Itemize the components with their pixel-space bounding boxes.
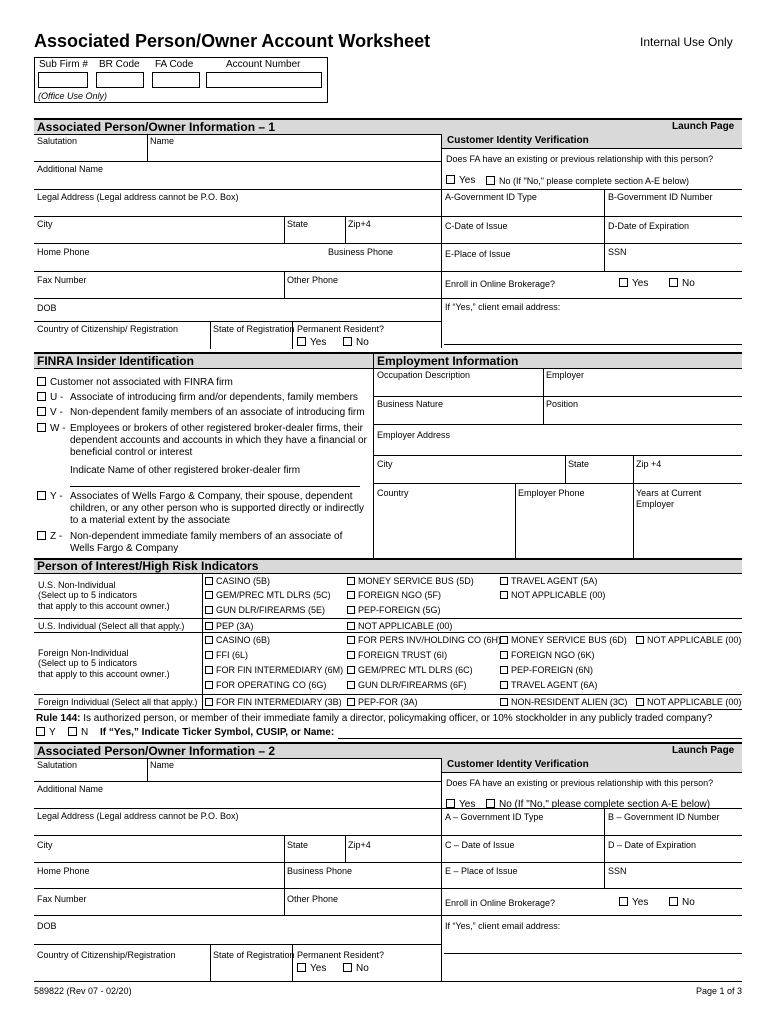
section2-title: Associated Person/Owner Information – 2	[37, 744, 276, 758]
rule144-n[interactable]: N	[68, 727, 88, 739]
checkbox-icon	[297, 337, 306, 346]
page-title: Associated Person/Owner Account Worksheet	[34, 31, 431, 51]
poi-fni-opt[interactable]: FOR FIN INTERMEDIARY (6M)	[205, 665, 343, 676]
launch-page-link-1[interactable]: Launch Page	[672, 121, 735, 132]
checkbox-icon	[347, 666, 355, 674]
s1-home-phone-label: Home Phone	[37, 247, 90, 257]
s2-business-phone-label: Business Phone	[287, 866, 353, 876]
poi-fi-opt[interactable]: NOT APPLICABLE (00)	[636, 697, 741, 708]
checkbox-icon	[205, 622, 213, 630]
poi-fni-label-3: that apply to this account owner.)	[38, 669, 170, 679]
checkbox-icon	[347, 577, 355, 585]
footer-form-code: 589822 (Rev 07 - 02/20)	[34, 986, 132, 996]
finra-item-v[interactable]: V -	[37, 407, 63, 419]
checkbox-icon	[619, 897, 628, 906]
poi-fni-opt[interactable]: FOR PERS INV/HOLDING CO (6H)	[347, 635, 501, 646]
s2-name-label: Name	[150, 760, 175, 770]
section1-title: Associated Person/Owner Information – 1	[37, 120, 276, 134]
poi-fni-label-2: (Select up to 5 indicators	[38, 658, 138, 668]
emp-occupation-label: Occupation Description	[377, 370, 471, 380]
s1-perm-res-no[interactable]: No	[343, 337, 369, 349]
s1-state-reg-label: State of Registration	[213, 324, 295, 334]
s2-city-label: City	[37, 840, 53, 850]
poi-fni-opt[interactable]: CASINO (6B)	[205, 635, 270, 646]
s1-perm-res-label: Permanent Resident?	[297, 324, 385, 334]
civ2-title: Customer Identity Verification	[447, 759, 589, 770]
s1-perm-res-yes[interactable]: Yes	[297, 337, 326, 349]
checkbox-icon	[347, 681, 355, 689]
civ2-d-label: D – Date of Expiration	[608, 840, 697, 850]
s1-zip-label: Zip+4	[348, 219, 371, 229]
launch-page-link-2[interactable]: Launch Page	[672, 745, 735, 756]
emp-years-label-1: Years at Current	[636, 488, 702, 498]
emp-phone-label: Employer Phone	[518, 488, 585, 498]
checkbox-icon	[37, 392, 46, 401]
poi-usni-opt[interactable]: CASINO (5B)	[205, 576, 270, 587]
checkbox-icon	[500, 591, 508, 599]
emp-years-label-2: Employer	[636, 499, 675, 509]
s2-country-label: Country of Citizenship/Registration	[37, 950, 176, 960]
s2-fax-label: Fax Number	[37, 894, 87, 904]
civ2-ssn-label: SSN	[608, 866, 627, 876]
office-use-note: (Office Use Only)	[38, 91, 108, 101]
finra-y-text1: Associates of Wells Fargo & Company, their spouse, dependent	[70, 491, 353, 502]
finra-title: FINRA Insider Identification	[37, 354, 194, 368]
s1-salutation-label: Salutation	[37, 136, 78, 146]
poi-fi-opt[interactable]: NON-RESIDENT ALIEN (3C)	[500, 697, 627, 708]
poi-usni-opt[interactable]: GUN DLR/FIREARMS (5E)	[205, 605, 325, 616]
poi-usi-opt[interactable]: PEP (3A)	[205, 621, 253, 632]
emp-position-label: Position	[546, 399, 579, 409]
checkbox-icon	[297, 963, 306, 972]
checkbox-icon	[347, 606, 355, 614]
checkbox-icon	[205, 606, 213, 614]
checkbox-icon	[205, 666, 213, 674]
checkbox-icon	[205, 577, 213, 585]
checkbox-icon	[500, 636, 508, 644]
finra-w-text2: dependent accounts and accounts in which they have a financial or	[70, 435, 367, 446]
checkbox-icon	[37, 407, 46, 416]
poi-usni-opt[interactable]: MONEY SERVICE BUS (5D)	[347, 576, 474, 587]
emp-zip-label: Zip +4	[636, 459, 662, 469]
civ2-email-label: If “Yes,” client email address:	[445, 921, 561, 931]
civ1-a-label: A-Government ID Type	[445, 192, 537, 202]
s2-zip-label: Zip+4	[348, 840, 371, 850]
s1-additional-name-label: Additional Name	[37, 164, 104, 174]
fa-code-input[interactable]	[152, 72, 200, 88]
s2-additional-name-label: Additional Name	[37, 784, 104, 794]
poi-fni-opt[interactable]: TRAVEL AGENT (6A)	[500, 680, 597, 691]
poi-usi-label: U.S. Individual (Select all that apply.)	[38, 621, 185, 631]
civ1-enroll-label: Enroll in Online Brokerage?	[445, 279, 556, 289]
finra-w-text3: beneficial control or interest	[70, 447, 193, 458]
finra-w-text1: Employees or brokers of other registered broker-dealer firms, their	[70, 423, 363, 434]
rule144-ticker-line[interactable]	[338, 738, 742, 739]
checkbox-icon	[500, 698, 508, 706]
emp-employer-label: Employer	[546, 370, 585, 380]
footer-page-number: Page 1 of 3	[696, 986, 743, 996]
checkbox-icon	[36, 727, 45, 736]
s1-legal-address-label: Legal Address (Legal address cannot be P.O. Box)	[37, 192, 239, 202]
checkbox-icon	[347, 636, 355, 644]
finra-y-text3: to a material extent by the associate	[70, 515, 231, 526]
s2-salutation-label: Salutation	[37, 760, 78, 770]
s2-state-reg-label: State of Registration	[213, 950, 295, 960]
employment-title: Employment Information	[377, 354, 519, 368]
s1-country-label: Country of Citizenship/ Registration	[37, 324, 179, 334]
checkbox-icon	[37, 377, 46, 386]
checkbox-icon	[500, 666, 508, 674]
s1-other-phone-label: Other Phone	[287, 275, 339, 285]
s1-dob-label: DOB	[37, 303, 57, 313]
civ2-enroll-no[interactable]: No	[669, 897, 695, 909]
finra-item-u[interactable]: U -	[37, 392, 63, 404]
civ2-enroll-label: Enroll in Online Brokerage?	[445, 898, 556, 908]
civ2-yes[interactable]: Yes	[446, 799, 475, 811]
checkbox-icon	[446, 799, 455, 808]
finra-v-text: Non-dependent family members of an associate of introducing firm	[70, 407, 365, 418]
emp-address-label: Employer Address	[377, 430, 451, 440]
emp-state-label: State	[568, 459, 590, 469]
finra-z-text2: Wells Fargo & Company	[70, 543, 179, 554]
poi-fni-opt[interactable]: FFI (6L)	[205, 650, 248, 661]
s2-dob-label: DOB	[37, 921, 57, 931]
s2-other-phone-label: Other Phone	[287, 894, 339, 904]
civ1-email-label: If “Yes,” client email address:	[445, 302, 561, 312]
checkbox-icon	[37, 491, 46, 500]
checkbox-icon	[205, 636, 213, 644]
civ2-a-label: A – Government ID Type	[445, 812, 544, 822]
poi-fni-opt[interactable]: FOR OPERATING CO (6G)	[205, 680, 326, 691]
civ1-b-label: B-Government ID Number	[608, 192, 713, 202]
civ1-no[interactable]: No (If "No," please complete section A-E below)	[486, 176, 689, 187]
checkbox-icon	[68, 727, 77, 736]
s2-state-label: State	[287, 840, 309, 850]
finra-item-y[interactable]: Y -	[37, 491, 63, 503]
civ1-d-label: D-Date of Expiration	[608, 221, 690, 231]
emp-country-label: Country	[377, 488, 409, 498]
checkbox-icon	[343, 963, 352, 972]
poi-usni-opt[interactable]: NOT APPLICABLE (00)	[500, 590, 605, 601]
civ1-enroll-no[interactable]: No	[669, 278, 695, 290]
checkbox-icon	[205, 591, 213, 599]
poi-fni-opt[interactable]: FOREIGN TRUST (6I)	[347, 650, 447, 661]
checkbox-icon	[669, 897, 678, 906]
finra-item-none[interactable]: Customer not associated with FINRA firm	[37, 377, 233, 389]
sub-firm-input[interactable]	[38, 72, 88, 88]
poi-fni-opt[interactable]: PEP-FOREIGN (6N)	[500, 665, 593, 676]
poi-fni-opt[interactable]: MONEY SERVICE BUS (6D)	[500, 635, 627, 646]
s1-city-label: City	[37, 219, 53, 229]
civ1-enroll-yes[interactable]: Yes	[619, 278, 648, 290]
civ2-c-label: C – Date of Issue	[445, 840, 515, 850]
finra-z-text1: Non-dependent immediate family members of an associate of	[70, 531, 343, 542]
sub-firm-label: Sub Firm #	[39, 59, 88, 70]
poi-usni-opt[interactable]: FOREIGN NGO (5F)	[347, 590, 441, 601]
account-number-input[interactable]	[206, 72, 322, 88]
checkbox-icon	[205, 681, 213, 689]
rule144-question: Rule 144: Is authorized person, or member of their immediate family a director, policymaking officer, or 10% stockholder in any publicly traded company?	[36, 713, 713, 724]
checkbox-icon	[347, 591, 355, 599]
checkbox-icon	[37, 423, 46, 432]
poi-fi-label: Foreign Individual (Select all that apply.)	[38, 697, 198, 707]
checkbox-icon	[347, 622, 355, 630]
civ1-e-label: E-Place of Issue	[445, 249, 511, 259]
finra-u-text: Associate of introducing firm and/or dependents, family members	[70, 392, 358, 403]
account-number-label: Account Number	[226, 59, 301, 70]
civ2-b-label: B – Government ID Number	[608, 812, 720, 822]
civ2-e-label: E – Place of Issue	[445, 866, 518, 876]
civ2-enroll-yes[interactable]: Yes	[619, 897, 648, 909]
poi-fi-opt[interactable]: FOR FIN INTERMEDIARY (3B)	[205, 697, 342, 708]
poi-usni-label-3: that apply to this account owner.)	[38, 601, 170, 611]
s2-perm-res-label: Permanent Resident?	[297, 950, 385, 960]
emp-business-nature-label: Business Nature	[377, 399, 444, 409]
s2-perm-res-yes[interactable]: Yes	[297, 963, 326, 975]
s2-perm-res-no[interactable]: No	[343, 963, 369, 975]
finra-indicate-line[interactable]	[70, 486, 360, 487]
civ1-title: Customer Identity Verification	[447, 135, 589, 146]
checkbox-icon	[37, 531, 46, 540]
finra-y-text2: children, or any other person who is supported directly or indirectly	[70, 503, 365, 514]
checkbox-icon	[636, 698, 644, 706]
s2-legal-address-label: Legal Address (Legal address cannot be P.O. Box)	[37, 811, 239, 821]
s2-home-phone-label: Home Phone	[37, 866, 90, 876]
emp-city-label: City	[377, 459, 393, 469]
s1-fax-label: Fax Number	[37, 275, 87, 285]
checkbox-icon	[669, 278, 678, 287]
checkbox-icon	[486, 176, 495, 185]
poi-fni-opt[interactable]: GUN DLR/FIREARMS (6F)	[347, 680, 467, 691]
poi-fni-opt[interactable]: FOREIGN NGO (6K)	[500, 650, 595, 661]
finra-item-w[interactable]: W -	[37, 423, 66, 435]
finra-indicate-label: Indicate Name of other registered broker-dealer firm	[70, 465, 301, 476]
poi-fni-opt[interactable]: NOT APPLICABLE (00)	[636, 635, 741, 646]
civ1-ssn-label: SSN	[608, 247, 627, 257]
civ2-no[interactable]: No (If "No," please complete section A-E below)	[486, 799, 710, 811]
civ2-question: Does FA have an existing or previous relationship with this person?	[446, 778, 714, 788]
finra-item-z[interactable]: Z -	[37, 531, 62, 543]
br-code-label: BR Code	[99, 59, 140, 70]
civ1-yes[interactable]: Yes	[446, 175, 475, 187]
checkbox-icon	[619, 278, 628, 287]
s1-business-phone-label: Business Phone	[328, 247, 394, 257]
checkbox-icon	[500, 651, 508, 659]
checkbox-icon	[500, 681, 508, 689]
poi-fni-opt[interactable]: GEM/PREC MTL DLRS (6C)	[347, 665, 473, 676]
poi-usni-opt[interactable]: TRAVEL AGENT (5A)	[500, 576, 597, 587]
checkbox-icon	[636, 636, 644, 644]
checkbox-icon	[347, 698, 355, 706]
br-code-input[interactable]	[96, 72, 144, 88]
poi-title: Person of Interest/High Risk Indicators	[37, 559, 259, 573]
s1-name-label: Name	[150, 136, 175, 146]
poi-usi-opt[interactable]: NOT APPLICABLE (00)	[347, 621, 452, 632]
fa-code-label: FA Code	[155, 59, 194, 70]
checkbox-icon	[446, 175, 455, 184]
poi-fi-opt[interactable]: PEP-FOR (3A)	[347, 697, 418, 708]
checkbox-icon	[343, 337, 352, 346]
rule144-y[interactable]: Y	[36, 727, 56, 739]
civ1-c-label: C-Date of Issue	[445, 221, 508, 231]
checkbox-icon	[500, 577, 508, 585]
poi-fni-label-1: Foreign Non-Individual	[38, 648, 129, 658]
checkbox-icon	[347, 651, 355, 659]
poi-usni-opt[interactable]: GEM/PREC MTL DLRS (5C)	[205, 590, 331, 601]
rule144-ticker-label: If “Yes,” Indicate Ticker Symbol, CUSIP, or Name:	[100, 727, 335, 738]
checkbox-icon	[486, 799, 495, 808]
poi-usni-label-2: (Select up to 5 indicators	[38, 590, 138, 600]
checkbox-icon	[205, 651, 213, 659]
poi-usni-opt[interactable]: PEP-FOREIGN (5G)	[347, 605, 441, 616]
civ1-question: Does FA have an existing or previous relationship with this person?	[446, 154, 714, 164]
internal-use-label: Internal Use Only	[640, 35, 733, 49]
poi-usni-label-1: U.S. Non-Individual	[38, 580, 116, 590]
s1-state-label: State	[287, 219, 309, 229]
checkbox-icon	[205, 698, 213, 706]
